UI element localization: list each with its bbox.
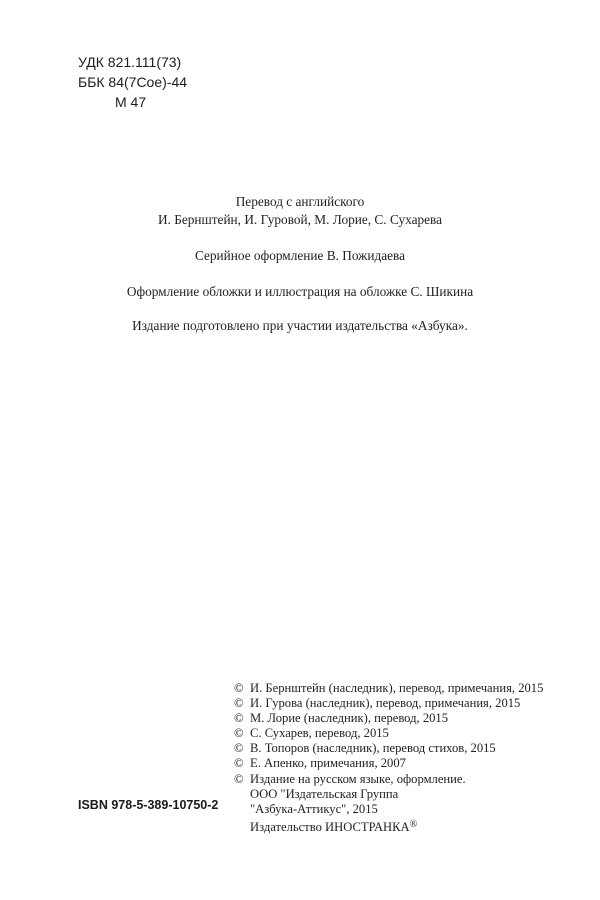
publisher-line: "Азбука-Аттикус", 2015 xyxy=(250,801,378,816)
copyright-line: © В. Топоров (наследник), перевод стихов, 2015 xyxy=(234,741,496,756)
copyright-line: © Е. Апенко, примечания, 2007 xyxy=(234,756,406,771)
copyright-line: © И. Гурова (наследник), перевод, примечания, 2015 xyxy=(234,696,521,711)
udk-code: УДК 821.111(73) xyxy=(78,54,182,70)
isbn-number: ISBN 978-5-389-10750-2 xyxy=(78,798,219,812)
copyright-line: © М. Лорие (наследник), перевод, 2015 xyxy=(234,711,449,726)
copyright-symbol: © xyxy=(234,771,244,786)
copyright-symbol: © xyxy=(234,696,244,711)
copyright-symbol: © xyxy=(234,756,244,771)
copyright-symbol: © xyxy=(234,726,244,741)
bbk-code: ББК 84(7Сое)-44 xyxy=(78,74,188,90)
edition-note-text: Издание подготовлено при участии издательства «Азбука». xyxy=(132,318,468,333)
copyright-line: © И. Бернштейн (наследник), перевод, примечания, 2015 xyxy=(234,681,544,695)
copyright-line: © С. Сухарев, перевод, 2015 xyxy=(234,726,389,741)
edition-note xyxy=(40,317,560,335)
series-design-text: Серийное оформление В. Пожидаева xyxy=(194,248,406,263)
catalog-codes xyxy=(78,52,187,112)
translation-credits xyxy=(40,193,560,229)
cover-design-credit xyxy=(40,283,560,301)
copyright-block xyxy=(234,681,564,835)
publisher-imprint xyxy=(234,817,564,835)
copyright-symbol: © xyxy=(234,681,244,695)
copyright-symbol: © xyxy=(234,711,244,726)
copyright-line: © Издание на русском языке, оформление. xyxy=(234,771,466,786)
translation-heading: Перевод с английского xyxy=(235,194,365,209)
translators-list: И. Бернштейн, И. Гуровой, М. Лорие, С. Сухарева xyxy=(157,212,443,227)
author-mark: М 47 xyxy=(115,94,147,110)
cover-design-text: Оформление обложки и иллюстрация на обложке С. Шикина xyxy=(126,284,474,299)
copyright-symbol: © xyxy=(234,741,244,756)
registered-trademark-icon: ® xyxy=(409,818,418,830)
publisher-line: ООО "Издательская Группа xyxy=(250,786,399,801)
series-design-credit xyxy=(40,247,560,265)
publisher-name: Издательство ИНОСТРАНКА xyxy=(250,819,410,834)
